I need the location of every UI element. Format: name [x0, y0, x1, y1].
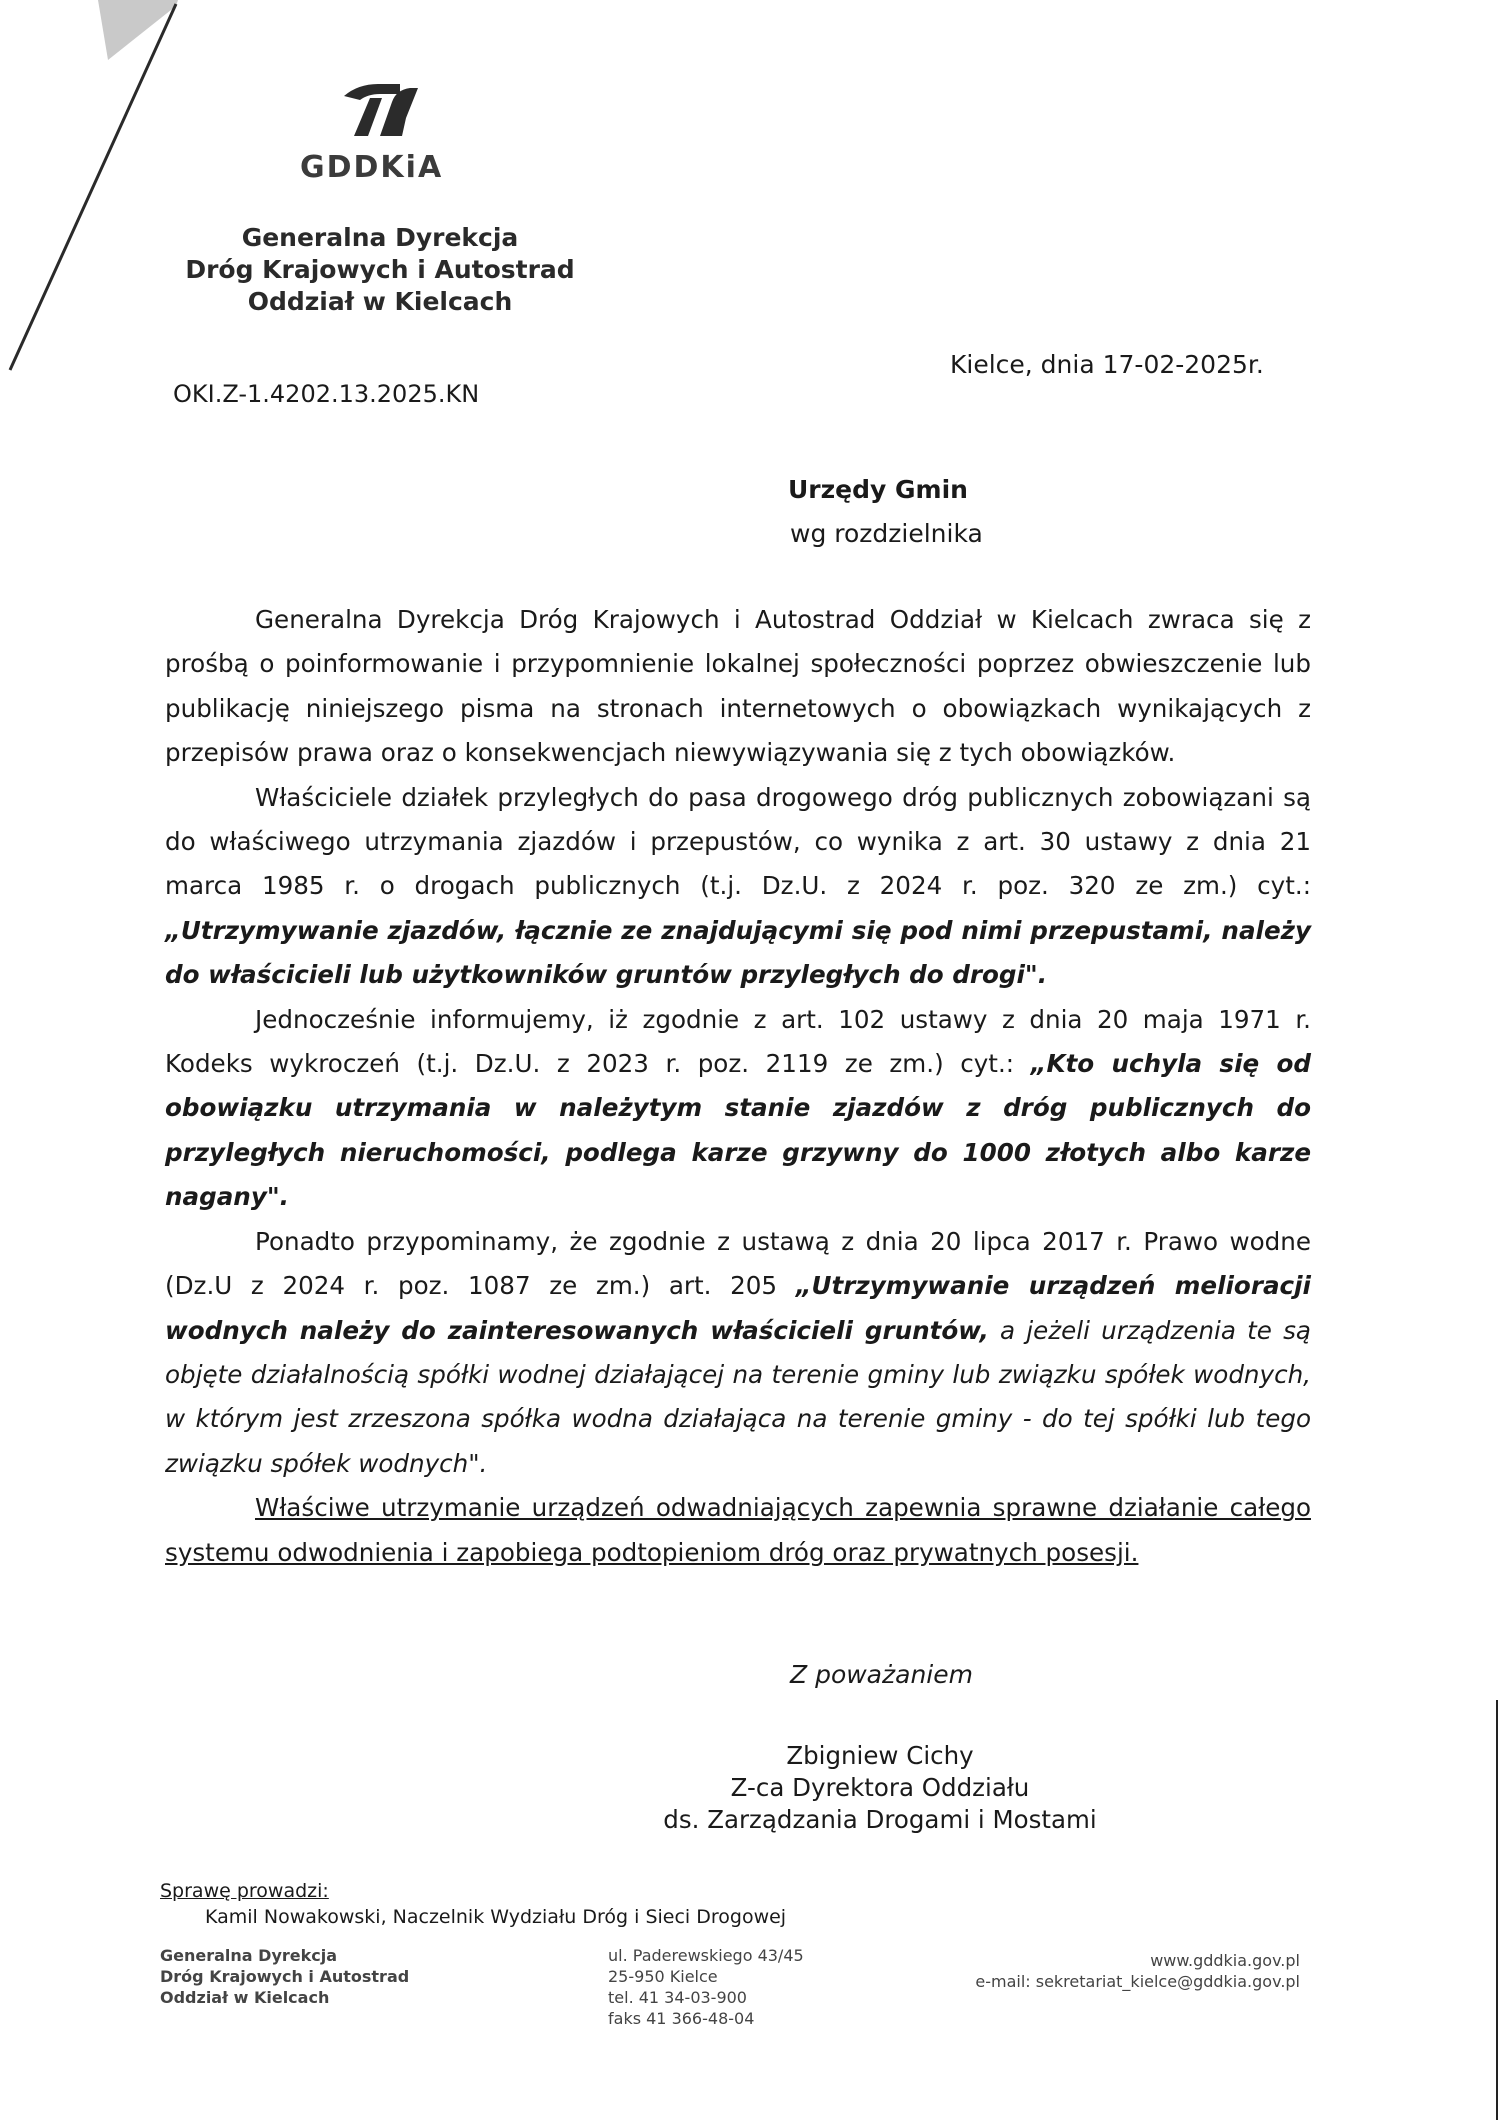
handled-by-name: Kamil Nowakowski, Naczelnik Wydziału Dróg i Sieci Drogowej — [205, 1906, 787, 1928]
paragraph-3-quote: „Kto uchyla się od obowiązku utrzymania w należytym stanie zjazdów z dróg publicznych do przyległych nieruchomości, podlega karze grzywny do 1000 złotych albo karze nagany". — [165, 1049, 1311, 1212]
gddkia-logo-icon — [340, 78, 420, 138]
addressee-name: Urzędy Gmin — [788, 475, 968, 504]
organization-header — [170, 222, 590, 318]
footer-street: ul. Paderewskiego 43/45 — [608, 1946, 804, 1965]
footer-org-line: Generalna Dyrekcja — [160, 1946, 338, 1965]
footer-email-link[interactable]: e-mail: sekretariat_kielce@gddkia.gov.pl — [975, 1972, 1300, 1991]
footer-address — [608, 1945, 804, 2029]
org-line: Generalna Dyrekcja — [241, 223, 519, 252]
paragraph-2-quote: „Utrzymywanie zjazdów, łącznie ze znajdującymi się pod nimi przepustami, należy do właścicieli lub użytkowników gruntów przyległych do drogi". — [165, 915, 1311, 990]
paragraph-3 — [165, 998, 1311, 1220]
letter-date: Kielce, dnia 17-02-2025r. — [950, 350, 1264, 379]
reference-number: OKI.Z-1.4202.13.2025.KN — [173, 380, 480, 408]
footer-website-link[interactable]: www.gddkia.gov.pl — [1150, 1951, 1300, 1970]
footer-contact — [900, 1950, 1300, 1992]
footer-org-line: Oddział w Kielcach — [160, 1988, 330, 2007]
footer-fax: faks 41 366-48-04 — [608, 2009, 755, 2028]
footer-organization — [160, 1945, 409, 2008]
scan-right-edge-line — [1496, 1700, 1498, 2120]
signer-block — [650, 1740, 1110, 1836]
paragraph-4-quote: „Utrzymywanie urządzeń melioracji wodnych należy do zainteresowanych właścicieli gruntów, — [165, 1271, 1311, 1345]
signer-name: Zbigniew Cichy — [786, 1741, 974, 1770]
addressee — [788, 468, 983, 556]
paragraph-4-italic: a jeżeli urządzenia te są objęte działalnością spółki wodnej działającej na terenie gminy lub związku spółek wodnych, w którym jest zrzeszona spółka wodna działająca na terenie gminy - do tej spółki lub tego związku spółek wodnych". — [165, 1315, 1311, 1478]
paragraph-1: Generalna Dyrekcja Dróg Krajowych i Autostrad Oddział w Kielcach zwraca się z prośbą o poinformowanie i przypomnienie lokalnej społeczności poprzez obwieszczenie lub publikację niniejszego pisma na stronach internetowych o obowiązkach wynikających z przepisów prawa oraz o konsekwencjach niewywiązywania się z tych obowiązków. — [165, 605, 1311, 768]
letter-body — [165, 598, 1311, 1575]
paragraph-2 — [165, 776, 1311, 998]
logo-text: GDDKiA — [300, 150, 444, 185]
signer-department: ds. Zarządzania Drogami i Mostami — [663, 1805, 1097, 1834]
paragraph-2-text: Właściciele działek przyległych do pasa drogowego dróg publicznych zobowiązani są do właściwego utrzymania zjazdów i przepustów, co wynika z art. 30 ustawy z dnia 21 marca 1985 r. o drogach publicznych (t.j. Dz.U. z 2024 r. poz. 320 ze zm.) cyt.: — [165, 782, 1311, 901]
addressee-sub: wg rozdzielnika — [790, 519, 983, 548]
footer-org-line: Dróg Krajowych i Autostrad — [160, 1967, 410, 1986]
paragraph-3-text: Jednocześnie informujemy, iż zgodnie z art. 102 ustawy z dnia 20 maja 1971 r. Kodeks wykroczeń (t.j. Dz.U. z 2023 r. poz. 2119 ze zm.) cyt.: — [165, 1004, 1311, 1079]
signer-title: Z-ca Dyrektora Oddziału — [730, 1773, 1030, 1802]
footer-city: 25-950 Kielce — [608, 1967, 718, 1986]
closing-greeting: Z poważaniem — [790, 1660, 973, 1689]
footer-phone: tel. 41 34-03-900 — [608, 1988, 747, 2007]
paragraph-4-text: Ponadto przypominamy, że zgodnie z ustawą z dnia 20 lipca 2017 r. Prawo wodne (Dz.U z 2024 r. poz. 1087 ze zm.) art. 205 — [165, 1226, 1311, 1301]
paragraph-5: Właściwe utrzymanie urządzeń odwadniających zapewnia sprawne działanie całego systemu odwodnienia i zapobiega podtopieniom dróg oraz prywatnych posesji. — [165, 1493, 1311, 1567]
scan-edge-line — [0, 0, 180, 380]
handled-by-label: Sprawę prowadzi: — [160, 1880, 329, 1902]
org-line: Dróg Krajowych i Autostrad — [185, 255, 575, 284]
paragraph-4 — [165, 1220, 1311, 1486]
org-line: Oddział w Kielcach — [247, 287, 513, 316]
